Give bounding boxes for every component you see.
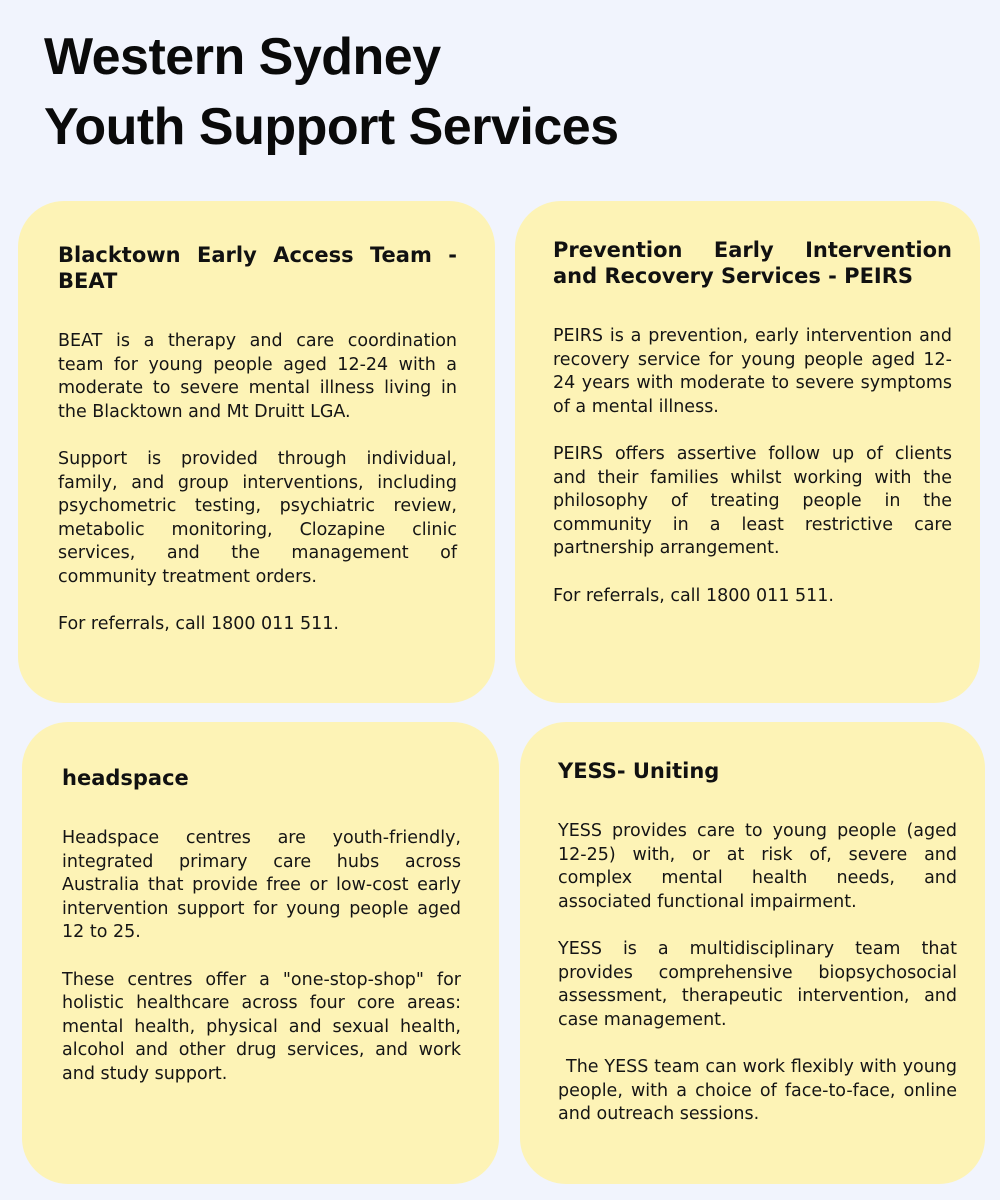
card-peirs bbox=[515, 201, 980, 703]
page-title-line-2: Youth Support Services bbox=[44, 98, 619, 156]
card-title-peirs: Prevention Early Intervention and Recovery Services - PEIRS bbox=[553, 238, 952, 288]
card-paragraph: BEAT is a therapy and care coordination team for young people aged 12-24 with a moderate to severe mental illness living in the Blacktown and Mt Druitt LGA. bbox=[58, 331, 457, 422]
card-paragraph: YESS provides care to young people (aged 12-25) with, or at risk of, severe and complex mental health needs, and associated functional impairment. bbox=[558, 821, 957, 912]
card-paragraph: These centres offer a "one-stop-shop" for holistic healthcare across four core areas: mental health, physical and sexual health, alcohol and other drug services, and work and study support. bbox=[62, 969, 461, 1084]
card-title-headspace: headspace bbox=[62, 766, 189, 790]
card-body-yess bbox=[558, 820, 957, 1127]
card-title-yess: YESS- Uniting bbox=[558, 759, 720, 783]
card-beat bbox=[18, 201, 495, 703]
card-body-headspace bbox=[62, 827, 461, 1086]
card-yess bbox=[520, 722, 985, 1184]
card-paragraph: PEIRS is a prevention, early intervention and recovery service for young people aged 12-24 years with moderate to severe symptoms of a mental illness. bbox=[553, 326, 952, 417]
card-body-beat bbox=[58, 330, 457, 637]
card-paragraph: The YESS team can work flexibly with young people, with a choice of face-to-face, online and outreach sessions. bbox=[558, 1057, 957, 1124]
page-title bbox=[44, 22, 619, 162]
card-title-beat: Blacktown Early Access Team - BEAT bbox=[58, 243, 457, 293]
card-paragraph: Support is provided through individual, family, and group interventions, including psychometric testing, psychiatric review, metabolic monitoring, Clozapine clinic services, and the management of community treatment orders. bbox=[58, 449, 457, 587]
referral-text: For referrals, call 1800 011 511. bbox=[553, 585, 834, 606]
card-paragraph: Headspace centres are youth-friendly, integrated primary care hubs across Australia that provide free or low-cost early intervention support for young people aged 12 to 25. bbox=[62, 828, 461, 942]
page-title-line-1: Western Sydney bbox=[44, 28, 441, 86]
card-body-peirs bbox=[553, 325, 952, 608]
card-paragraph: YESS is a multidisciplinary team that provides comprehensive biopsychosocial assessment, therapeutic intervention, and case management. bbox=[558, 939, 957, 1030]
card-headspace bbox=[22, 722, 499, 1184]
referral-text: For referrals, call 1800 011 511. bbox=[58, 614, 339, 634]
card-paragraph: PEIRS offers assertive follow up of clients and their families whilst working with the philosophy of treating people in the community in a least restrictive care partnership arrangement. bbox=[553, 444, 952, 558]
